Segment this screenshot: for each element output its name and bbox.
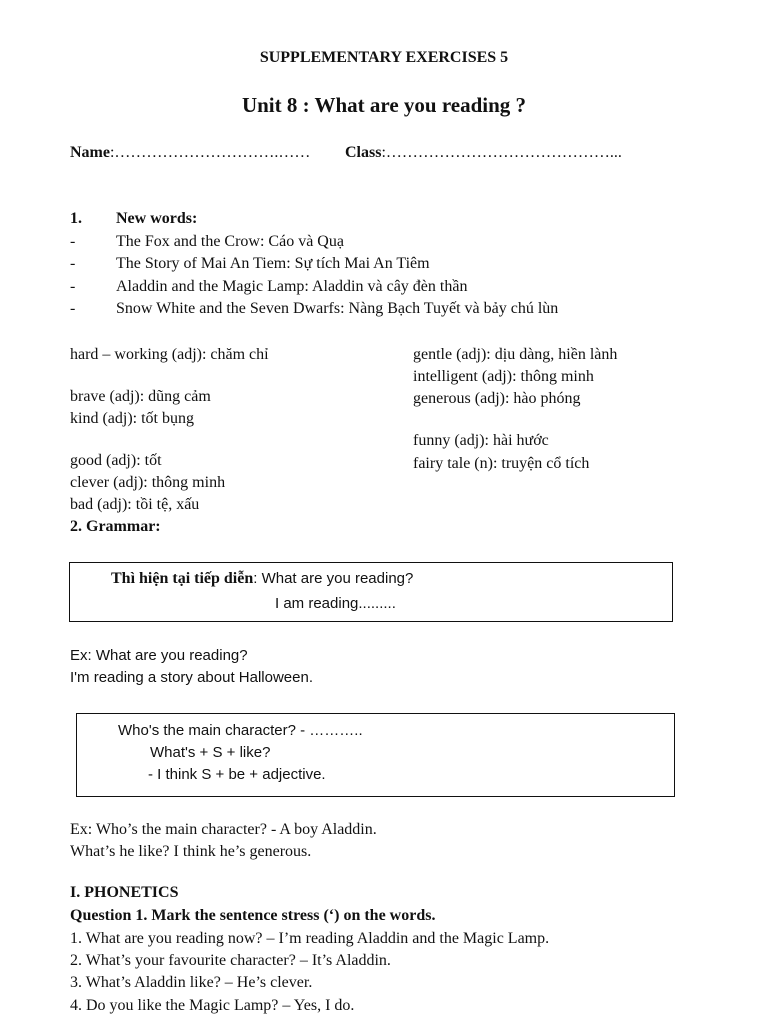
new-word-item: The Story of Mai An Tiem: Sự tích Mai An Tiêm [116,255,430,272]
new-word-item: Snow White and the Seven Dwarfs: Nàng Bạch Tuyết và bảy chú lùn [116,300,559,317]
name-line [70,142,310,164]
vocab-left-item: bad (adj): tồi tệ, xấu [70,496,200,513]
page-title: Unit 8 : What are you reading ? [241,93,527,117]
grammar-term: Thì hiện tại tiếp diễn [111,570,254,587]
bullet-dash: - [70,233,76,250]
phonetics-item: 3. What’s Aladdin like? – He’s clever. [70,974,313,991]
grammar-answer: I am reading......... [275,595,396,612]
bullet-dash: - [70,255,76,272]
class-label: Class [345,144,382,161]
new-word-item: Aladdin and the Magic Lamp: Aladdin và cây đèn thần [116,278,468,295]
phonetics-question: Question 1. Mark the sentence stress (‘) on the words. [70,907,436,924]
vocab-right-item: intelligent (adj): thông minh [413,368,594,385]
grammar-box2-line: - I think S + be + adjective. [148,766,326,783]
vocab-right-item: fairy tale (n): truyện cổ tích [413,455,590,472]
grammar-box1-line1 [111,568,413,590]
class-line [345,142,622,164]
vocab-right-item: funny (adj): hài hước [413,432,549,449]
vocab-left-item: brave (adj): dũng cảm [70,388,211,405]
vocab-left-item: good (adj): tốt [70,452,162,469]
vocab-right-item: generous (adj): hào phóng [413,390,581,407]
bullet-dash: - [70,300,76,317]
example1-line: Ex: What are you reading? [70,647,248,664]
supertitle: SUPPLEMENTARY EXERCISES 5 [259,49,509,66]
phonetics-title: I. PHONETICS [70,884,179,901]
vocab-right-item: gentle (adj): dịu dàng, hiền lành [413,346,618,363]
name-dots: :………………………….…… [109,144,311,161]
bullet-dash: - [70,278,76,295]
phonetics-item: 1. What are you reading now? – I’m reading Aladdin and the Magic Lamp. [70,930,550,947]
grammar-question: : What are you reading? [253,570,414,587]
phonetics-item: 2. What’s your favourite character? – It’s Aladdin. [70,952,391,969]
new-word-item: The Fox and the Crow: Cáo và Quạ [116,233,344,250]
vocab-left-item: kind (adj): tốt bụng [70,410,194,427]
example2-line: Ex: Who’s the main character? - A boy Aladdin. [70,821,377,838]
vocab-left-item: clever (adj): thông minh [70,474,226,491]
phonetics-item: 4. Do you like the Magic Lamp? – Yes, I do. [70,997,355,1014]
vocab-left-item: hard – working (adj): chăm chỉ [70,346,269,363]
section2-title: 2. Grammar: [70,518,161,535]
section1-number: 1. [70,210,82,227]
section1-title: New words: [116,210,198,227]
grammar-box2-line: Who's the main character? - ……….. [118,722,363,739]
name-label: Name [70,144,110,161]
example1-line: I'm reading a story about Halloween. [70,669,313,686]
grammar-box2-line: What's + S + like? [150,744,271,761]
class-dots: :……………………………………... [381,144,622,161]
example2-line: What’s he like? I think he’s generous. [70,843,312,860]
